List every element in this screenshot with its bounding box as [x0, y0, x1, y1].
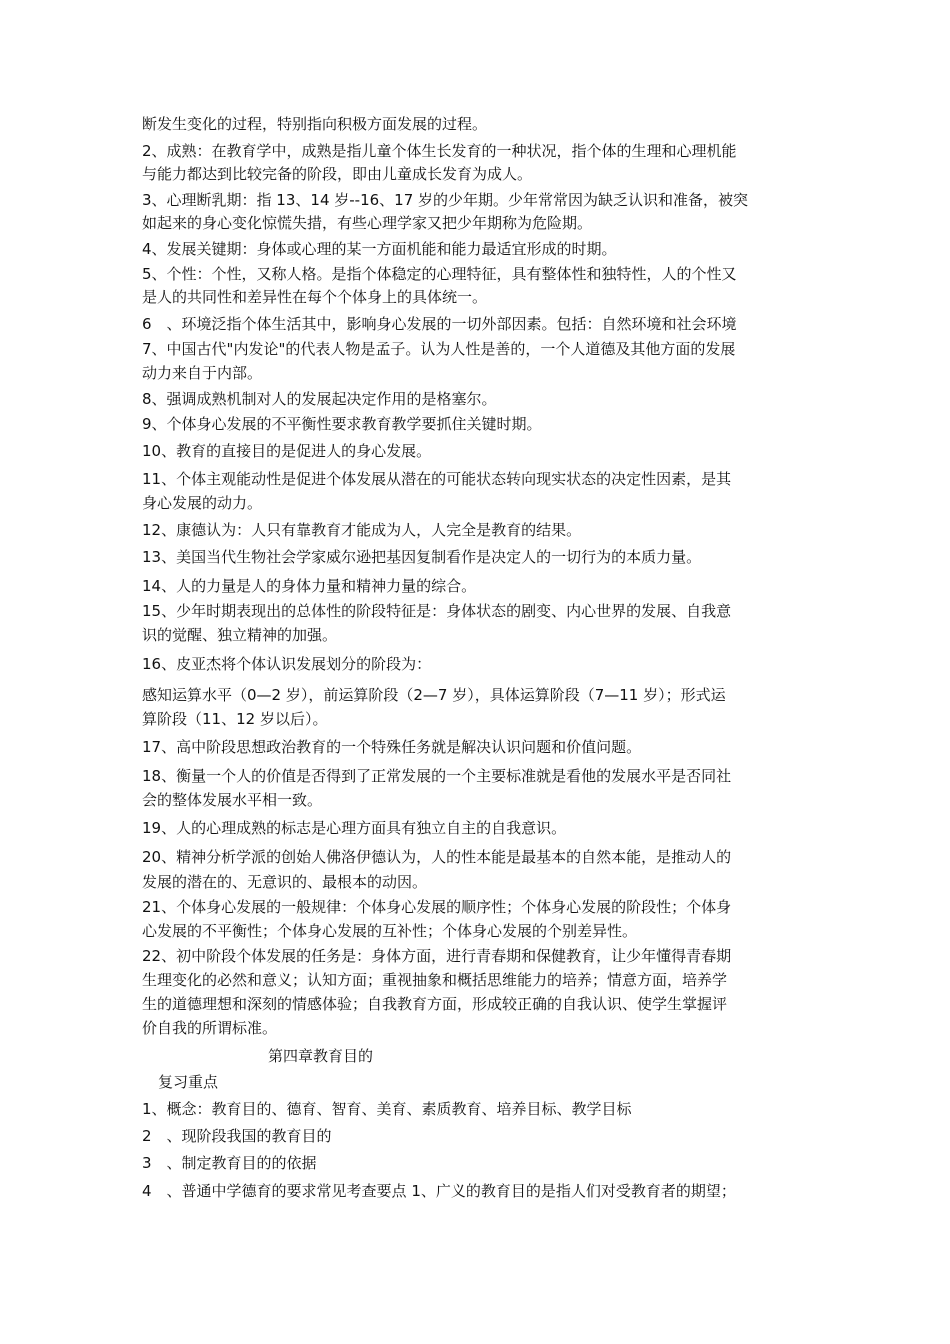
text-line: 14、人的力量是人的身体力量和精神力量的综合。 — [142, 577, 477, 595]
text-line: 4、发展关键期：身体或心理的某一方面机能和能力最适宜形成的时期。 — [142, 240, 617, 258]
text-line: 动力来自于内部。 — [142, 364, 263, 382]
text-line: 2、成熟：在教育学中，成熟是指儿童个体生长发育的一种状况，指个体的生理和心理机能 — [142, 142, 737, 160]
chapter-heading: 第四章教育目的 — [268, 1047, 374, 1065]
text-line: 2 、现阶段我国的教育目的 — [142, 1127, 332, 1145]
text-line: 生的道德理想和深刻的情感体验；自我教育方面，形成较正确的自我认识、使学生掌握评 — [142, 995, 728, 1013]
text-line: 19、人的心理成熟的标志是心理方面具有独立自主的自我意识。 — [142, 819, 567, 837]
text-line: 5、个性：个性，又称人格。是指个体稳定的心理特征，具有整体性和独特性，人的个性又 — [142, 265, 737, 283]
text-line: 4 、普通中学德育的要求常见考查要点 1、广义的教育目的是指人们对受教育者的期望； — [142, 1182, 736, 1200]
text-line: 17、高中阶段思想政治教育的一个特殊任务就是解决认识问题和价值问题。 — [142, 738, 642, 756]
text-line: 算阶段（11、12 岁以后）。 — [142, 710, 328, 728]
text-line: 9、个体身心发展的不平衡性要求教育教学要抓住关键时期。 — [142, 415, 542, 433]
text-line: 如起来的身心变化惊慌失措，有些心理学家又把少年期称为危险期。 — [142, 214, 593, 232]
text-line: 发展的潜在的、无意识的、最根本的动因。 — [142, 873, 428, 891]
text-line: 16、皮亚杰将个体认识发展划分的阶段为： — [142, 655, 432, 673]
text-line: 22、初中阶段个体发展的任务是：身体方面，进行青春期和保健教育，让少年懂得青春期 — [142, 947, 732, 965]
text-line: 7、中国古代"内发论"的代表人物是孟子。认为人性是善的，一个人道德及其他方面的发展 — [142, 340, 736, 358]
text-line: 10、教育的直接目的是促进人的身心发展。 — [142, 442, 432, 460]
text-line: 是人的共同性和差异性在每个个体身上的具体统一。 — [142, 288, 488, 306]
text-line: 识的觉醒、独立精神的加强。 — [142, 626, 338, 644]
text-line: 身心发展的动力。 — [142, 494, 263, 512]
text-line: 1、概念：教育目的、德育、智育、美育、素质教育、培养目标、教学目标 — [142, 1100, 632, 1118]
text-line: 6 、环境泛指个体生活其中，影响身心发展的一切外部因素。包括：自然环境和社会环境 — [142, 315, 737, 333]
text-line: 3 、制定教育目的的依据 — [142, 1154, 317, 1172]
text-line: 3、心理断乳期：指 13、14 岁--16、17 岁的少年期。少年常常因为缺乏认识和准备，被突 — [142, 191, 749, 209]
text-line: 11、个体主观能动性是促进个体发展从潜在的可能状态转向现实状态的决定性因素，是其 — [142, 470, 732, 488]
text-line: 18、衡量一个人的价值是否得到了正常发展的一个主要标准就是看他的发展水平是否同社 — [142, 767, 732, 785]
text-line: 价自我的所谓标准。 — [142, 1019, 278, 1037]
text-line: 20、精神分析学派的创始人佛洛伊德认为，人的性本能是最基本的自然本能，是推动人的 — [142, 848, 732, 866]
text-line: 生理变化的必然和意义；认知方面；重视抽象和概括思维能力的培养；情意方面，培养学 — [142, 971, 728, 989]
section-heading: 复习重点 — [158, 1073, 219, 1091]
text-line: 13、美国当代生物社会学家威尔逊把基因复制看作是决定人的一切行为的本质力量。 — [142, 548, 702, 566]
text-line: 21、个体身心发展的一般规律：个体身心发展的顺序性；个体身心发展的阶段性；个体身 — [142, 898, 732, 916]
text-line: 会的整体发展水平相一致。 — [142, 791, 323, 809]
text-line: 12、康德认为：人只有靠教育才能成为人，人完全是教育的结果。 — [142, 521, 582, 539]
text-line: 8、强调成熟机制对人的发展起决定作用的是格塞尔。 — [142, 390, 497, 408]
text-line: 与能力都达到比较完备的阶段，即由儿童成长发育为成人。 — [142, 165, 533, 183]
text-line: 心发展的不平衡性；个体身心发展的互补性；个体身心发展的个别差异性。 — [142, 922, 638, 940]
text-line: 感知运算水平（0—2 岁），前运算阶段（2—7 岁），具体运算阶段（7—11 岁）；形式运 — [142, 686, 726, 704]
text-line: 断发生变化的过程，特别指向积极方面发展的过程。 — [142, 115, 488, 133]
text-line: 15、少年时期表现出的总体性的阶段特征是：身体状态的剧变、内心世界的发展、自我意 — [142, 602, 732, 620]
